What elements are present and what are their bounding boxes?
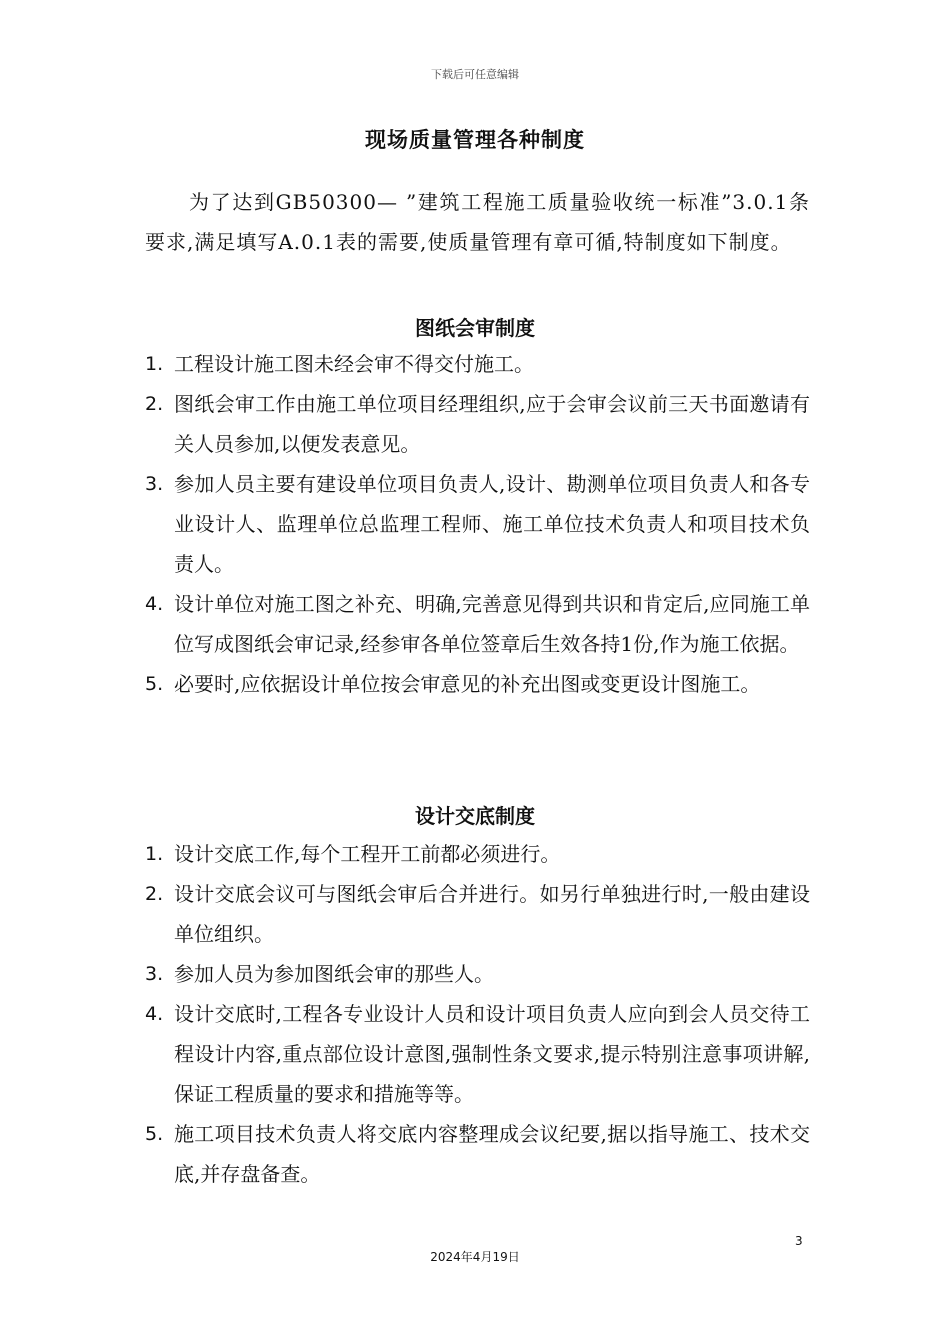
list-item-number: 3. bbox=[145, 473, 164, 495]
list-item bbox=[145, 664, 810, 704]
section-title-design-briefing: 设计交底制度 bbox=[415, 804, 535, 828]
list-item bbox=[145, 384, 810, 464]
list-item-number: 4. bbox=[145, 1003, 164, 1025]
list-item-text: 工程设计施工图未经会审不得交付施工。 bbox=[174, 352, 534, 376]
list-item-text: 设计交底工作,每个工程开工前都必须进行。 bbox=[174, 842, 561, 866]
list-item-number: 3. bbox=[145, 963, 164, 985]
list-item-text: 设计交底会议可与图纸会审后合并进行。如另行单独进行时,一般由建设单位组织。 bbox=[174, 882, 810, 946]
list-item-text: 设计单位对施工图之补充、明确,完善意见得到共识和肯定后,应同施工单位写成图纸会审记录,经参审各单位签章后生效各持1份,作为施工依据。 bbox=[174, 592, 810, 656]
section-title-drawing-review: 图纸会审制度 bbox=[415, 316, 535, 340]
list-item bbox=[145, 874, 810, 954]
list-item-number: 4. bbox=[145, 593, 164, 615]
list-item-number: 5. bbox=[145, 1123, 164, 1145]
list-item-text: 图纸会审工作由施工单位项目经理组织,应于会审会议前三天书面邀请有关人员参加,以便发表意见。 bbox=[174, 392, 810, 456]
list-item-text: 施工项目技术负责人将交底内容整理成会议纪要,据以指导施工、技术交底,并存盘备查。 bbox=[174, 1122, 810, 1186]
list-item bbox=[145, 994, 810, 1114]
list-item bbox=[145, 834, 810, 874]
list-item-text: 参加人员为参加图纸会审的那些人。 bbox=[174, 962, 494, 986]
drawing-review-list bbox=[145, 344, 810, 704]
intro-paragraph: 为了达到GB50300— ”建筑工程施工质量验收统一标准”3.0.1条要求,满足填写A.0.1表的需要,使质量管理有章可循,特制度如下制度。 bbox=[145, 190, 810, 254]
document-title: 现场质量管理各种制度 bbox=[365, 128, 585, 152]
list-item bbox=[145, 1114, 810, 1194]
page-header: 下载后可任意编辑 bbox=[431, 68, 519, 81]
list-item-text: 参加人员主要有建设单位项目负责人,设计、勘测单位项目负责人和各专业设计人、监理单位总监理工程师、施工单位技术负责人和项目技术负责人。 bbox=[174, 472, 810, 576]
list-item bbox=[145, 344, 810, 384]
design-briefing-list bbox=[145, 834, 810, 1194]
list-item-number: 1. bbox=[145, 843, 164, 865]
list-item-text: 设计交底时,工程各专业设计人员和设计项目负责人应向到会人员交待工程设计内容,重点部位设计意图,强制性条文要求,提示特别注意事项讲解,保证工程质量的要求和措施等等。 bbox=[174, 1002, 810, 1106]
list-item-number: 1. bbox=[145, 353, 164, 375]
page-number: 3 bbox=[795, 1234, 803, 1248]
list-item bbox=[145, 464, 810, 584]
list-item-number: 5. bbox=[145, 673, 164, 695]
list-item bbox=[145, 954, 810, 994]
footer-date: 2024年4月19日 bbox=[430, 1250, 520, 1264]
list-item-text: 必要时,应依据设计单位按会审意见的补充出图或变更设计图施工。 bbox=[174, 672, 761, 696]
list-item bbox=[145, 584, 810, 664]
list-item-number: 2. bbox=[145, 883, 164, 905]
list-item-number: 2. bbox=[145, 393, 164, 415]
